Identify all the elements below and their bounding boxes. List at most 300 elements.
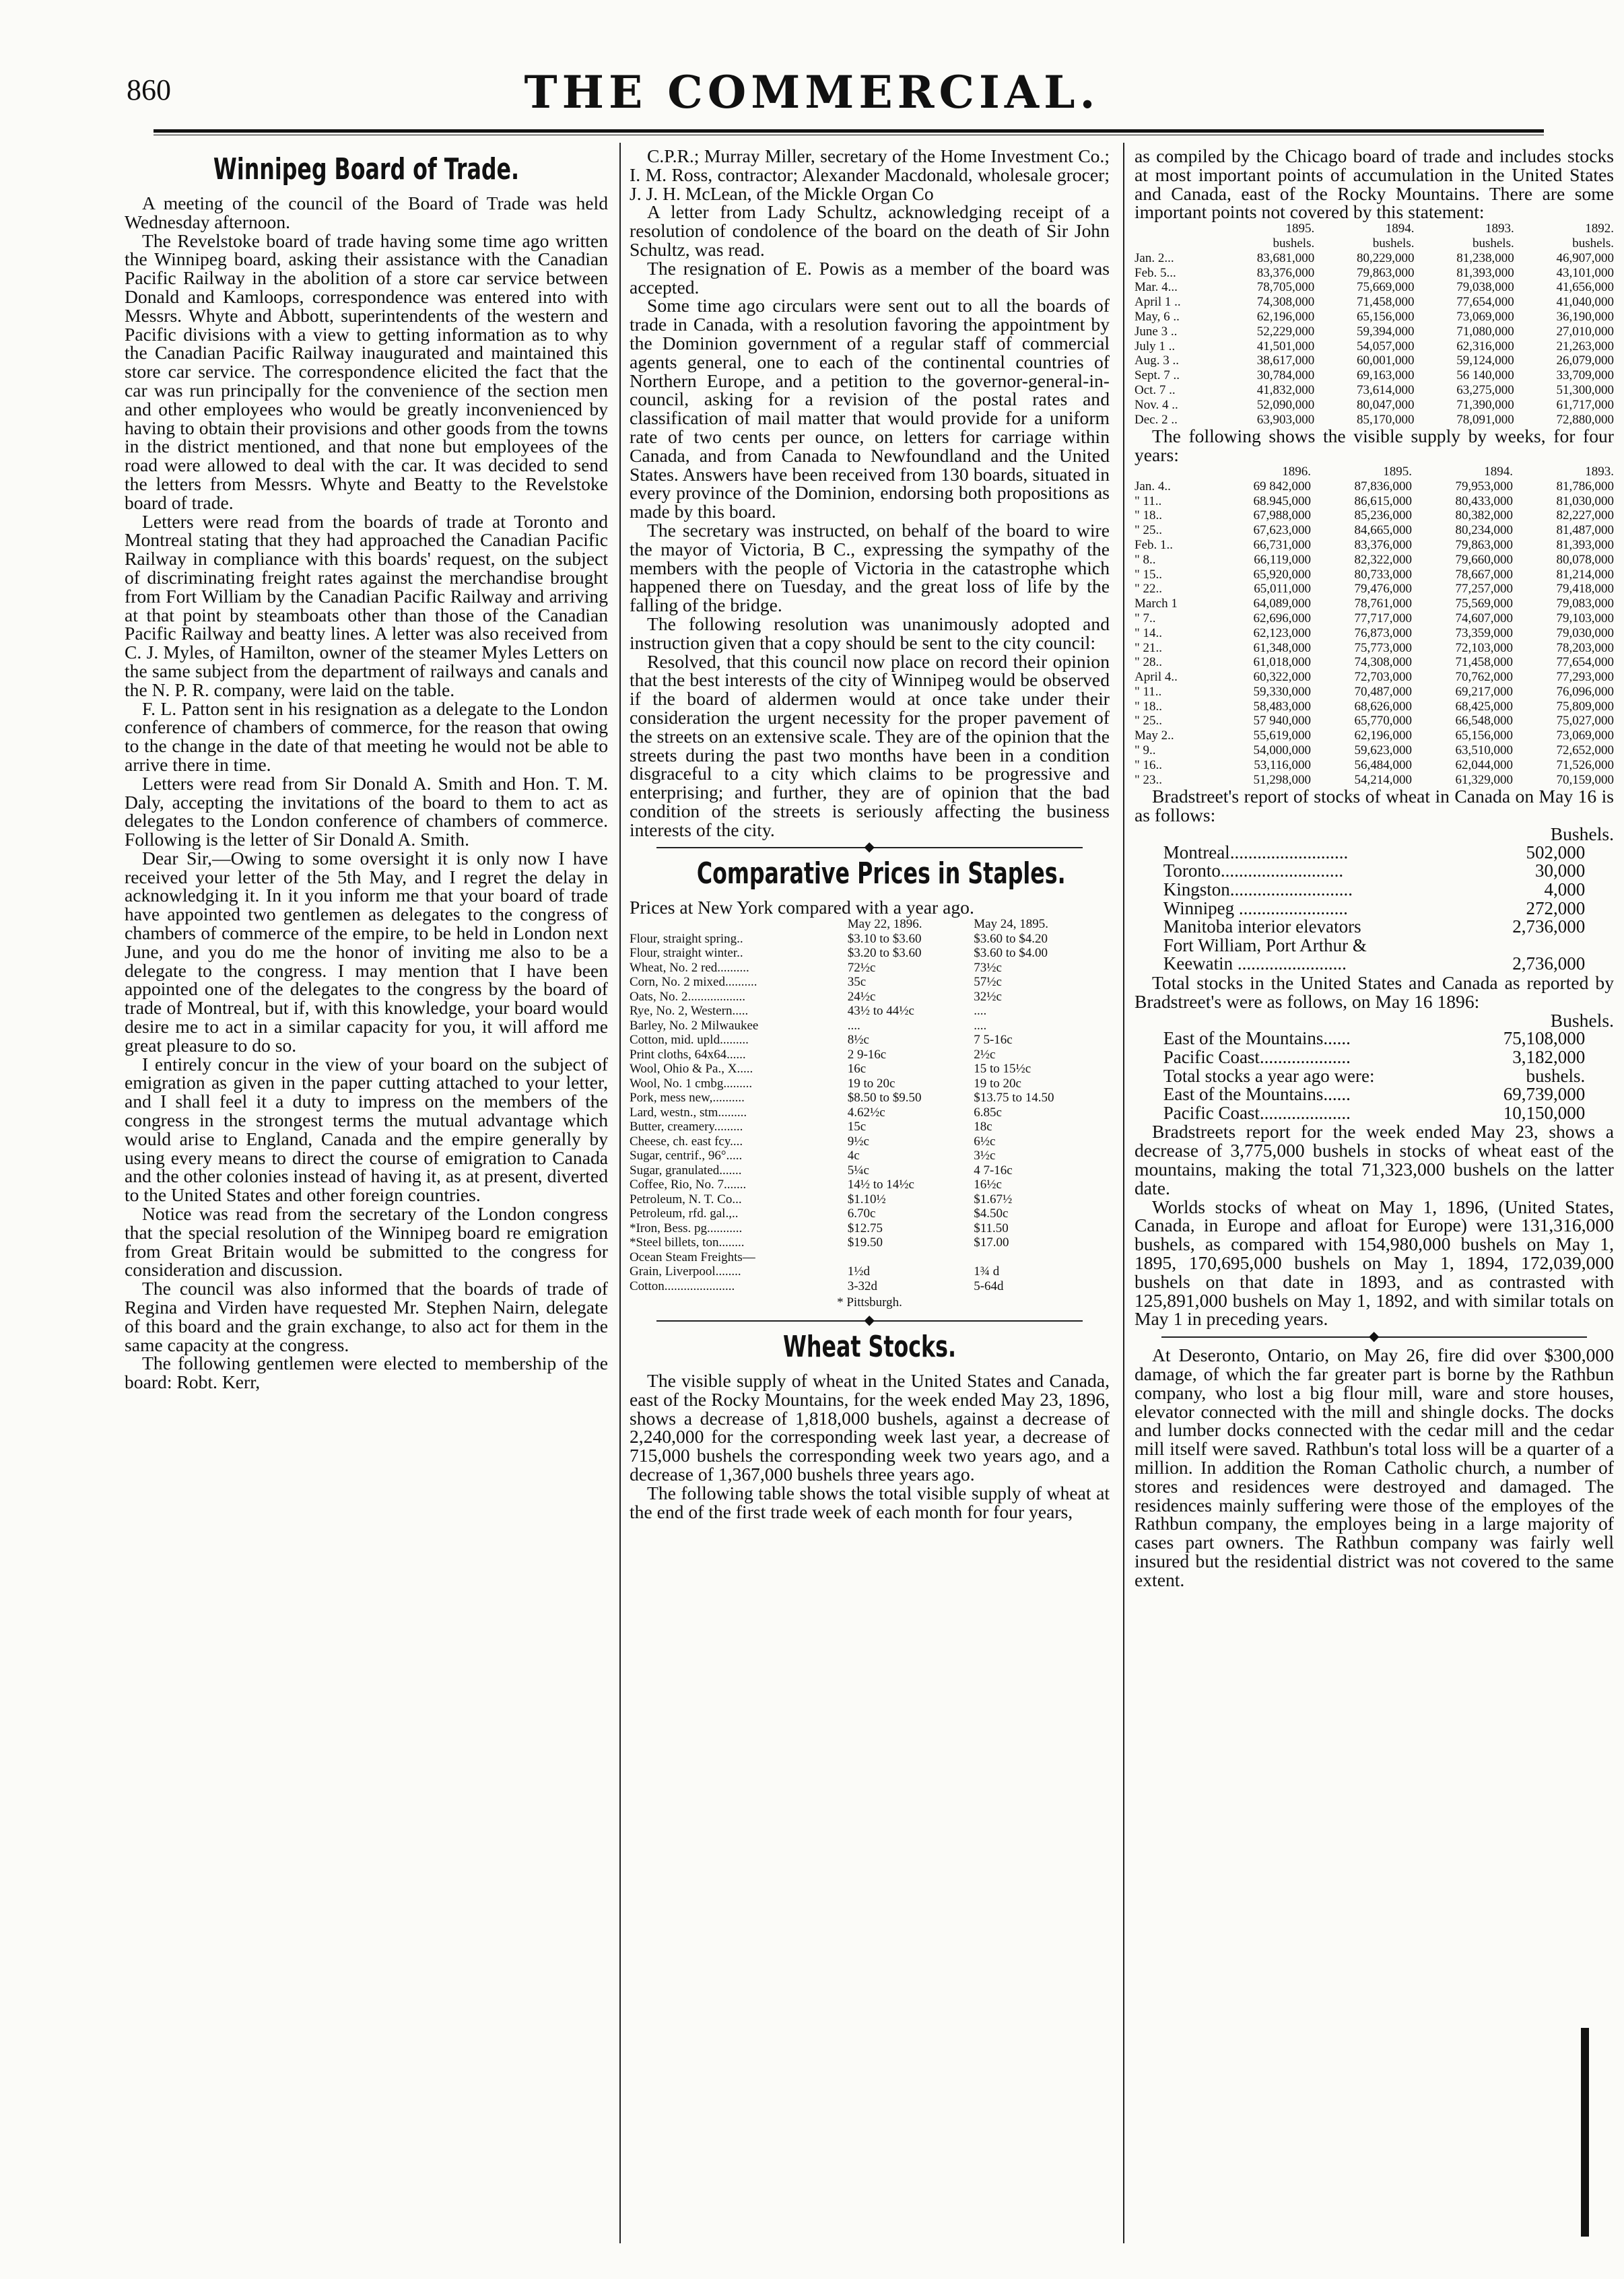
- table-row: [1135, 310, 1614, 325]
- monthly-supply-table: [1135, 222, 1614, 427]
- column-3: [1135, 147, 1614, 2241]
- table-row: [1163, 881, 1586, 899]
- table-cell: 71,080,000: [1456, 324, 1514, 339]
- table-row: [1135, 368, 1614, 383]
- table-header-cell: bushels.: [1472, 236, 1514, 250]
- table-cell: 10,150,000: [1503, 1102, 1586, 1123]
- table-cell: Wool, No. 1 cmbg.........: [630, 1076, 753, 1091]
- table-cell: Sugar, centrif., 96°.....: [630, 1149, 743, 1163]
- table-cell: ....: [974, 1004, 987, 1019]
- paragraph: Notice was read from the secretary of the London congress that the special resolution of the Winnipeg board re emigration from Great Britain would be submitted to the congress for consideration and discussion.: [125, 1203, 608, 1281]
- table-cell: 62,316,000: [1456, 339, 1514, 353]
- table-cell: " 23..: [1135, 772, 1163, 787]
- table-cell: 54,000,000: [1253, 743, 1311, 758]
- table-cell: 81,487,000: [1556, 523, 1614, 538]
- table-cell: East of the Mountains......: [1163, 1028, 1351, 1049]
- table-cell: Wheat, No. 2 red..........: [630, 960, 749, 975]
- table-row: [630, 1004, 1110, 1019]
- table-row: [630, 1134, 1110, 1149]
- table-row: [1135, 670, 1614, 685]
- table-cell: Butter, creamery.........: [630, 1120, 743, 1134]
- table-cell: " 15..: [1135, 567, 1163, 582]
- paragraph: The visible supply of wheat in the United States and Canada, east of the Rocky Mountains, for the week ended May 23, 1896, shows a decrease of 1,818,000 bushels, against a decrease of 2,240,000 for the corresponding week last year, a decrease of 715,000 bushels the corresponding week two years ago, and a decrease of 1,367,000 bushels three years ago.: [630, 1370, 1110, 1485]
- table-cell: Print cloths, 64x64......: [630, 1047, 746, 1062]
- paragraph: C.P.R.; Murray Miller, secretary of the Home Investment Co.; I. M. Ross, contractor; Alexander Macdonald, wholesale grocer; J. J. H. McLean, of the Mickle Organ Co: [630, 147, 1110, 204]
- table-cell: 30,784,000: [1256, 368, 1315, 383]
- table-cell: 2,736,000: [1512, 916, 1586, 937]
- table-cell: 77,654,000: [1556, 655, 1614, 670]
- table-cell: Mar. 4...: [1135, 280, 1178, 295]
- table-cell: Petroleum, N. T. Co...: [630, 1192, 742, 1206]
- table-cell: Feb. 1..: [1135, 537, 1173, 552]
- table-cell: $8.50 to $9.50: [847, 1091, 922, 1106]
- table-cell: 72,880,000: [1556, 412, 1614, 427]
- table-cell: " 11..: [1135, 684, 1162, 699]
- table-header-cell: 1894.: [1385, 222, 1415, 236]
- table-cell: $17.00: [974, 1235, 1009, 1250]
- table-cell: ....: [974, 1018, 987, 1033]
- table-cell: Pacific Coast....................: [1163, 1047, 1351, 1067]
- table-row: [1163, 1104, 1586, 1123]
- table-cell: 4.62½c: [847, 1105, 885, 1120]
- table-cell: 55,619,000: [1253, 728, 1311, 743]
- table-row: [1163, 1085, 1586, 1104]
- paragraph: The following gentlemen were elected to membership of the board: Robt. Kerr,: [125, 1353, 608, 1393]
- table-cell: 72,652,000: [1556, 743, 1614, 758]
- table-cell: 81,238,000: [1456, 250, 1514, 265]
- column-divider: [619, 143, 621, 2243]
- table-cell: 67,623,000: [1253, 523, 1311, 538]
- table-cell: Coffee, Rio, No. 7.......: [630, 1178, 747, 1192]
- table-cell: 33,709,000: [1556, 368, 1614, 383]
- table-row: [630, 1149, 1110, 1163]
- table-cell: 81,393,000: [1456, 265, 1514, 280]
- table-cell: 36,190,000: [1556, 309, 1614, 324]
- bradstreet-canada-table: [1163, 844, 1586, 974]
- table-cell: 58,483,000: [1253, 699, 1311, 714]
- table-cell: 61,348,000: [1253, 640, 1311, 655]
- table-cell: 3,182,000: [1512, 1047, 1586, 1067]
- table-cell: 66,119,000: [1254, 552, 1311, 567]
- table-row: [630, 1120, 1110, 1134]
- table-cell: 38,617,000: [1256, 353, 1315, 368]
- table-header-cell: bushels.: [1572, 236, 1614, 250]
- paragraph: The Revelstoke board of trade having some time ago written the Winnipeg board, asking their assistance with the Canadian Pacific Railway in the abolition of a store car service between Donald and Kamloops, correspondence was entered into with Messrs. Whyte and Abbott, superintendents of the western and Pacific divisions with a view to getting information as to why the Canadian Pacific Railway inaugurated and maintained this store car service. The correspondence elicited the fact that the car was run principally for the convenience of the section men and other employees who would be greatly inconvenienced by having to obtain their provisions and other goods from the towns in the district mentioned, and that none but employees of the road were allowed to deal with the car. It was decided to send the letters from Messrs. Whyte and Beatty to the Revelstoke board of trade.: [125, 230, 608, 513]
- total-stocks-unit: Bushels.: [1550, 1009, 1614, 1031]
- table-cell: Winnipeg ........................: [1163, 897, 1348, 918]
- table-cell: 80,234,000: [1455, 523, 1513, 538]
- table-cell: Grain, Liverpool........: [630, 1264, 741, 1279]
- table-cell: $13.75 to 14.50: [974, 1091, 1054, 1106]
- table-cell: 21,263,000: [1556, 339, 1614, 353]
- table-cell: 69,217,000: [1455, 684, 1513, 699]
- table-cell: 74,607,000: [1455, 611, 1513, 625]
- table-cell: Rye, No. 2, Western.....: [630, 1004, 749, 1019]
- table-row: [1135, 611, 1614, 626]
- table-cell: 2 9-16c: [847, 1047, 887, 1062]
- table-header-cell: bushels.: [1273, 236, 1315, 250]
- table-cell: ....: [847, 1018, 860, 1033]
- table-cell: $3.60 to $4.00: [974, 946, 1048, 961]
- table-row: [1135, 758, 1614, 773]
- table-cell: " 22..: [1135, 582, 1163, 597]
- table-cell: 79,103,000: [1556, 611, 1614, 625]
- paragraph: Bradstreets report for the week ended May 23, shows a decrease of 3,775,000 bushels in stocks of wheat east of the mountains, making the total 71,323,000 bushels on the latter date.: [1135, 1121, 1614, 1198]
- table-row: [1135, 508, 1614, 523]
- table-cell: " 7..: [1135, 611, 1156, 625]
- table-row: [630, 961, 1110, 976]
- table-header-cell: 1894.: [1484, 464, 1513, 479]
- table-row: [1135, 743, 1614, 758]
- bradstreet-unit: Bushels.: [1550, 823, 1614, 845]
- table-cell: 79,418,000: [1556, 582, 1614, 597]
- table-cell: *Iron, Bess. pg...........: [630, 1221, 743, 1235]
- table-row: [630, 1235, 1110, 1250]
- table-row: [630, 1279, 1110, 1294]
- table-cell: Cotton, mid. upld.........: [630, 1033, 749, 1048]
- page-edge-shadow: [1581, 2028, 1589, 2237]
- table-row: [1135, 700, 1614, 714]
- table-cell: 77,293,000: [1556, 670, 1614, 685]
- table-cell: 8½c: [847, 1033, 869, 1048]
- table-header-cell: bushels.: [1372, 236, 1415, 250]
- table-cell: 67,988,000: [1253, 508, 1311, 523]
- table-cell: 77,257,000: [1455, 582, 1513, 597]
- table-cell: 75,027,000: [1556, 714, 1614, 728]
- table-row: [1163, 1067, 1586, 1086]
- table-cell: 2½c: [974, 1047, 996, 1062]
- table-cell: 81,030,000: [1556, 494, 1614, 508]
- table-row: [1135, 714, 1614, 728]
- deseronto-fire-paragraph: At Deseronto, Ontario, on May 26, fire did over $300,000 damage, of which the far greater part is borne by the Rathbun company, who lost a big flour mill, ware and store houses, elevator connected with the mill and shingle docks. The docks and lumber docks connected with the cedar mill and the cedar mill itself were saved. Rathbun's total loss will be a quarter of a million. In addition the Roman Catholic church, a number of stores and residences were destroyed and damaged. The residences mainly suffering were those of the employes of the Rathbun company, the employes being in a large majority of cases part owners. The Rathbun company was fairly well insured but the residential district was not covered to the same extent.: [1135, 1345, 1614, 1590]
- table-cell: Oct. 7 ..: [1135, 382, 1176, 397]
- staples-footnote: * Pittsburgh.: [837, 1295, 902, 1310]
- table-row: [1163, 918, 1586, 937]
- table-row: [1135, 353, 1614, 368]
- column-2: [630, 147, 1110, 2241]
- table-cell: Corn, No. 2 mixed..........: [630, 975, 757, 990]
- table-cell: 62,123,000: [1253, 625, 1311, 640]
- table-cell: Petroleum, rfd. gal.,..: [630, 1206, 739, 1221]
- table-cell: 79,863,000: [1455, 537, 1513, 552]
- weekly-intro: The following shows the visible supply by weeks, for four years:: [1135, 426, 1614, 466]
- table-cell: " 11..: [1135, 494, 1162, 508]
- table-row: [630, 932, 1110, 947]
- table-row: [1135, 568, 1614, 582]
- bradstreet-intro: Bradstreet's report of stocks of wheat in Canada on May 16 is as follows:: [1135, 786, 1614, 826]
- table-cell: Flour, straight winter..: [630, 946, 743, 961]
- table-row: [1135, 582, 1614, 597]
- table-cell: [1474, 937, 1585, 955]
- paragraph: Letters were read from the boards of trade at Toronto and Montreal stating that they had approached the Canadian Pacific Railway in compliance with this boards' request, on the subject of discriminating freight rates against the merchandise brought from Fort William by the Canadian Pacific Railway and arriving at that point by steamboats other than those of the Canadian Pacific Railway and beatty lines. A letter was also received from C. J. Myles, of Hamilton, owner of the steamer Myles Letters on the same subject from the department of railways and canals and the N. P. R. company, were laid on the table.: [125, 510, 608, 700]
- table-cell: 4 7-16c: [974, 1163, 1013, 1178]
- table-cell: 7 5-16c: [974, 1033, 1013, 1048]
- table-cell: May 2..: [1135, 728, 1174, 743]
- table-cell: 61,329,000: [1455, 772, 1513, 787]
- table-cell: Kingston...........................: [1163, 879, 1353, 900]
- paragraph: The secretary was instructed, on behalf of the board to wire the mayor of Victoria, B C., expressing the sympathy of the members with the people of Victoria in the catastrophe which happened there on Tuesday, and the great loss of life by the falling of the bridge.: [630, 519, 1110, 616]
- paragraph: Letters were read from Sir Donald A. Smith and Hon. T. M. Daly, accepting the invitations of the board to them to act as delegates to the London conference of chambers of commerce. Following is the letter of Sir Donald A. Smith.: [125, 772, 608, 850]
- table-cell: 85,236,000: [1354, 508, 1412, 523]
- table-cell: 272,000: [1526, 897, 1586, 918]
- table-cell: Aug. 3 ..: [1135, 353, 1179, 368]
- table-cell: 81,393,000: [1556, 537, 1614, 552]
- table-cell: $1.67½: [974, 1192, 1013, 1206]
- table-cell: 85,170,000: [1356, 412, 1415, 427]
- table-cell: 71,526,000: [1556, 757, 1614, 772]
- table-cell: $11.50: [974, 1221, 1009, 1235]
- table-cell: 72,703,000: [1354, 670, 1412, 685]
- table-cell: $3.10 to $3.60: [847, 931, 922, 946]
- table-cell: June 3 ..: [1135, 324, 1178, 339]
- wheat-stocks-continued: as compiled by the Chicago board of trade and includes stocks at most important points of accumulation in the United States and Canada, east of the Rocky Mountains. There are some important points not covered by this statement:: [1135, 147, 1614, 223]
- table-cell: 65,770,000: [1354, 714, 1412, 728]
- page-number: 860: [127, 73, 171, 106]
- table-row: [630, 1106, 1110, 1120]
- table-cell: 79,660,000: [1455, 552, 1513, 567]
- table-cell: 2,736,000: [1512, 953, 1586, 974]
- table-cell: 5-64d: [974, 1279, 1004, 1293]
- paragraph: The council was also informed that the boards of trade of Regina and Virden have requested Mr. Stephen Nairn, delegate of this board and the grain exchange, to also act for them in the same capacity at the congress.: [125, 1278, 608, 1355]
- table-cell: 70,487,000: [1354, 684, 1412, 699]
- table-header-cell: [630, 917, 848, 932]
- table-cell: 71,458,000: [1455, 655, 1513, 670]
- table-cell: 6.85c: [974, 1105, 1002, 1120]
- table-cell: 68.945,000: [1253, 494, 1311, 508]
- table-cell: 78,705,000: [1256, 280, 1315, 295]
- table-cell: 80,078,000: [1556, 552, 1614, 567]
- table-header-cell: 1892.: [1585, 222, 1614, 236]
- table-row: [630, 1048, 1110, 1062]
- table-cell: 63,510,000: [1455, 743, 1513, 758]
- table-cell: 71,458,000: [1356, 295, 1415, 310]
- table-cell: 52,229,000: [1256, 324, 1315, 339]
- table-row: [1163, 1029, 1586, 1048]
- table-cell: 73,614,000: [1356, 382, 1415, 397]
- table-row: [630, 1192, 1110, 1207]
- table-cell: 19 to 20c: [847, 1076, 895, 1091]
- table-cell: Ocean Steam Freights—: [630, 1250, 755, 1264]
- table-cell: 78,203,000: [1556, 640, 1614, 655]
- table-row: [1135, 641, 1614, 656]
- table-cell: Manitoba interior elevators: [1163, 916, 1361, 937]
- table-row: [1135, 553, 1614, 568]
- table-cell: 54,057,000: [1356, 339, 1415, 353]
- table-cell: 32½c: [974, 989, 1002, 1004]
- table-cell: 76,096,000: [1556, 684, 1614, 699]
- table-cell: 27,010,000: [1556, 324, 1614, 339]
- table-cell: 80,047,000: [1356, 397, 1415, 412]
- table-cell: 75,809,000: [1556, 699, 1614, 714]
- table-cell: Flour, straight spring..: [630, 931, 743, 946]
- table-cell: 84,665,000: [1354, 523, 1412, 538]
- table-cell: 79,038,000: [1456, 280, 1514, 295]
- table-cell: 41,040,000: [1556, 295, 1614, 310]
- table-cell: $3.20 to $3.60: [847, 946, 922, 961]
- table-cell: 75,569,000: [1455, 597, 1513, 611]
- table-cell: 81,786,000: [1556, 479, 1614, 494]
- table-cell: 35c: [847, 975, 867, 990]
- table-cell: Dec. 2 ..: [1135, 412, 1178, 427]
- board-of-trade-continued: [630, 147, 1110, 839]
- table-cell: " 8..: [1135, 552, 1156, 567]
- table-cell: 80,433,000: [1455, 494, 1513, 508]
- table-cell: July 1 ..: [1135, 339, 1176, 353]
- paragraph: The following resolution was unanimously adopted and instruction given that a copy should be sent to the city council:: [630, 613, 1110, 653]
- table-cell: 18c: [974, 1120, 992, 1134]
- table-cell: 75,669,000: [1356, 280, 1415, 295]
- table-cell: 26,079,000: [1556, 353, 1614, 368]
- table-cell: Keewatin ........................: [1163, 953, 1347, 974]
- table-row: [1163, 899, 1586, 918]
- table-row: [1135, 494, 1614, 509]
- table-cell: [974, 1250, 1110, 1265]
- table-cell: " 14..: [1135, 625, 1163, 640]
- table-cell: 4,000: [1544, 879, 1586, 900]
- table-cell: 80,733,000: [1354, 567, 1412, 582]
- table-cell: 74,308,000: [1256, 295, 1315, 310]
- table-row: [630, 1062, 1110, 1077]
- table-cell: 46,907,000: [1556, 250, 1614, 265]
- table-cell: 87,836,000: [1354, 479, 1412, 494]
- table-cell: bushels.: [1526, 1065, 1586, 1086]
- table-cell: 78,761,000: [1354, 597, 1412, 611]
- article-title-board-of-trade: Winnipeg Board of Trade.: [213, 152, 520, 186]
- table-cell: Feb. 5...: [1135, 265, 1176, 280]
- table-row: [630, 1163, 1110, 1178]
- table-cell: 53,116,000: [1254, 757, 1311, 772]
- table-cell: 78,667,000: [1455, 567, 1513, 582]
- table-cell: 83,376,000: [1354, 537, 1412, 552]
- table-cell: 59,330,000: [1253, 684, 1311, 699]
- table-cell: 59,124,000: [1456, 353, 1514, 368]
- section-divider: [656, 847, 1083, 848]
- table-cell: Jan. 2...: [1135, 250, 1174, 265]
- table-cell: 65,920,000: [1253, 567, 1311, 582]
- table-cell: 59,623,000: [1354, 743, 1412, 758]
- table-row: [630, 1221, 1110, 1236]
- table-cell: 65,156,000: [1356, 309, 1415, 324]
- table-cell: " 28..: [1135, 655, 1163, 670]
- table-cell: 68,425,000: [1455, 699, 1513, 714]
- table-cell: 4c: [847, 1149, 860, 1163]
- table-cell: 72,103,000: [1455, 640, 1513, 655]
- table-cell: 60,001,000: [1356, 353, 1415, 368]
- table-cell: Fort William, Port Arthur &: [1163, 934, 1367, 955]
- table-row: [630, 1250, 1110, 1265]
- table-cell: 61,018,000: [1253, 655, 1311, 670]
- table-cell: 79,083,000: [1556, 597, 1614, 611]
- table-cell: 83,376,000: [1256, 265, 1315, 280]
- table-cell: Cheese, ch. east fcy....: [630, 1134, 743, 1149]
- table-cell: 62,196,000: [1354, 728, 1412, 743]
- table-header-cell: 1893.: [1585, 464, 1614, 479]
- table-cell: 41,832,000: [1256, 382, 1315, 397]
- paragraph: I entirely concur in the view of your board on the subject of emigration as given in the paper cutting attached to your letter, and I shall feel it a duty to impress on the members of the congress in the strongest terms the mutual advantage which would arise to England, Canada and the empire generally by using every means to direct the course of emigration to Canada and the other colonies instead of having it, as at present, diverted to the United States and other foreign countries.: [125, 1053, 608, 1206]
- table-cell: Toronto...........................: [1163, 860, 1344, 881]
- table-cell: Pork, mess new,..........: [630, 1091, 745, 1106]
- table-cell: April 1 ..: [1135, 295, 1181, 310]
- table-cell: 80,229,000: [1356, 250, 1415, 265]
- table-cell: 69 842,000: [1253, 479, 1311, 494]
- table-cell: May, 6 ..: [1135, 309, 1180, 324]
- table-row: [1135, 266, 1614, 281]
- table-cell: 77,654,000: [1456, 295, 1514, 310]
- table-cell: 16½c: [974, 1178, 1002, 1192]
- table-cell: " 25..: [1135, 714, 1163, 728]
- table-cell: 82,227,000: [1556, 508, 1614, 523]
- table-cell: 77,717,000: [1354, 611, 1412, 625]
- table-row: [1135, 523, 1614, 538]
- table-cell: $4.50c: [974, 1206, 1009, 1221]
- column-divider: [1123, 143, 1124, 2243]
- table-header-cell: [1135, 465, 1210, 479]
- table-cell: 56 140,000: [1456, 368, 1514, 383]
- table-header-cell: 1895.: [1383, 464, 1412, 479]
- table-cell: 6.70c: [847, 1206, 876, 1221]
- table-cell: " 18..: [1135, 508, 1163, 523]
- table-cell: " 16..: [1135, 757, 1163, 772]
- table-cell: 59,394,000: [1356, 324, 1415, 339]
- table-cell: 62,696,000: [1253, 611, 1311, 625]
- table-cell: " 21..: [1135, 640, 1163, 655]
- table-cell: *Steel billets, ton........: [630, 1235, 745, 1250]
- table-cell: 65,156,000: [1455, 728, 1513, 743]
- table-cell: Pacific Coast....................: [1163, 1102, 1351, 1123]
- table-header-cell: 1895.: [1285, 222, 1315, 236]
- table-cell: 57 940,000: [1253, 714, 1311, 728]
- table-cell: Sugar, granulated.......: [630, 1163, 742, 1178]
- table-row: [630, 1206, 1110, 1221]
- table-cell: 78,091,000: [1456, 412, 1514, 427]
- table-cell: 73,359,000: [1455, 625, 1513, 640]
- table-cell: 3-32d: [847, 1279, 878, 1293]
- table-row: [1135, 626, 1614, 641]
- weekly-supply-table: [1135, 465, 1614, 788]
- table-cell: 41,501,000: [1256, 339, 1315, 353]
- table-cell: 5¼c: [847, 1163, 869, 1178]
- paragraph: F. L. Patton sent in his resignation as a delegate to the London conference of chambers of commerce, for the reason that owing to the change in the date of that meeting he would not be able to arrive there in time.: [125, 698, 608, 775]
- table-cell: 63,903,000: [1256, 412, 1315, 427]
- table-cell: 1¾ d: [974, 1264, 1000, 1279]
- table-row: [630, 1019, 1110, 1033]
- table-row: [1135, 325, 1614, 339]
- table-cell: 43½ to 44½c: [847, 1004, 914, 1019]
- table-cell: Barley, No. 2 Milwaukee: [630, 1018, 759, 1033]
- table-cell: 15 to 15½c: [974, 1062, 1031, 1077]
- table-row: [1135, 398, 1614, 413]
- table-row: [1135, 251, 1614, 266]
- table-cell: East of the Mountains......: [1163, 1084, 1351, 1105]
- table-cell: Oats, No. 2..................: [630, 989, 746, 1004]
- table-cell: 51,300,000: [1556, 382, 1614, 397]
- table-cell: 79,953,000: [1455, 479, 1513, 494]
- table-row: [1163, 955, 1586, 974]
- table-cell: 69,739,000: [1503, 1084, 1586, 1105]
- paragraph: A letter from Lady Schultz, acknowledging receipt of a resolution of condolence of the board on the death of Sir John Schultz, was read.: [630, 201, 1110, 260]
- staples-table: [630, 917, 1110, 1293]
- table-cell: " 18..: [1135, 699, 1163, 714]
- total-stocks-intro: Total stocks in the United States and Canada as reported by Bradstreet's were as follows, on May 16 1896:: [1135, 972, 1614, 1012]
- table-row: [1163, 862, 1586, 881]
- table-row: [630, 990, 1110, 1005]
- paragraph: Worlds stocks of wheat on May 1, 1896, (United States, Canada, in Europe and afloat for Europe) were 131,316,000 bushels, as compared with 154,980,000 bushels on May 1, 1895, 170,695,000 bushels on May 1, 1894, 172,039,000 bushels on that date in 1893, and as contrasted with 125,891,000 bushels on May 1, 1892, and with similar totals on May 1 in preceding years.: [1135, 1196, 1614, 1330]
- article-title-wheat-stocks: Wheat Stocks.: [782, 1330, 956, 1365]
- wheat-stocks-body: [630, 1371, 1110, 1521]
- table-cell: 62,044,000: [1455, 757, 1513, 772]
- table-cell: 16c: [847, 1062, 867, 1077]
- table-cell: $19.50: [847, 1235, 883, 1250]
